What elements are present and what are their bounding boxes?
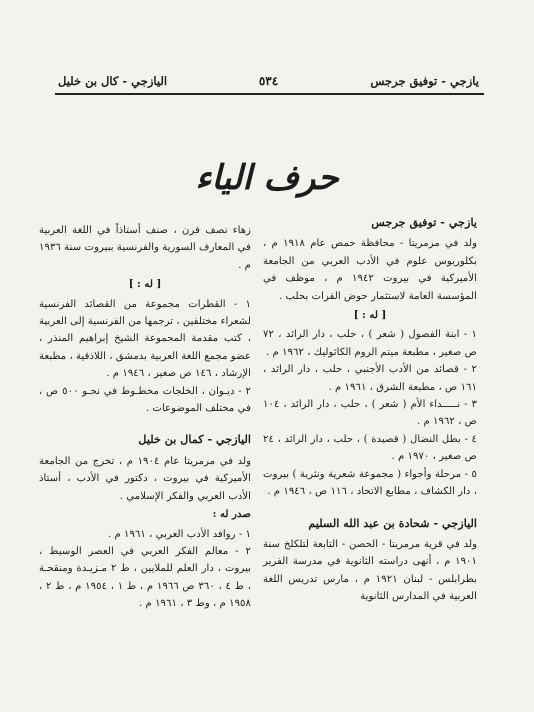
entry-title: اليازجي - كمال بن خليل: [138, 432, 251, 447]
work-item: ١ - ابنة الفصول ( شعر ) ، حلب ، دار الرائد ، ٧٢ ص صغير ، مطبعة ميتم الروم الكاثوليك ، ١٩٦٢ م .: [263, 329, 477, 358]
work-item: ٢ - معالم الفكر العربي في العصر الوسيط ، بيروت ، دار العلم للملايين ، ط ٢ مـزيـدة ومنقحـة ، ط ٤ ، ٣٦٠ ص ١٩٦٦ م ، ط ١ ، ١٩٥٤ م ، ط ٢ ، ١٩٥٨ م ، وط ٣ ، ١٩٦١ م .: [39, 545, 252, 610]
header-right: يازجي - توفيق جرجس: [370, 74, 479, 88]
work-item: ٢ - ديـوان ، الخلجات مخطـوط في نحـو ٥٠٠ ص ، في مختلف الموضوعات .: [39, 385, 251, 415]
left-column: [39, 222, 251, 613]
entry-continuation: زهاء نصف قرن ، صنف أستاذاً في اللغة العربية في المعارف السورية والفرنسية ببيروت سنة ١٩٣٦ م .: [39, 225, 251, 271]
work-item: ٢ - قصائد من الأدب الأجنبي ، حلب ، دار الرائد ، ١٦١ ص ، مطبعة الشرق ، ١٩٦١ م .: [263, 364, 477, 393]
running-header: [58, 70, 479, 92]
works-label: [ له : ]: [128, 278, 162, 291]
entry-bio: ولد في قرية مرمريتا - الحصن - التابعة لتلكلخ سنة ١٩٠١ م ، أنهى دراسته الثانوية في مدرسة الفرير بطرابلس - لبنان ١٩٢١ م ، مارس تدريس اللغة العربية في المدارس الثانوية: [263, 538, 477, 603]
entry-title: يازجي - توفيق جرجس: [371, 215, 477, 229]
work-item: ٣ - نـــــداء الأم ( شعر ) ، حلب ، دار الرائد ، ١٠٤ ص ، ١٩٦٢ م .: [263, 399, 477, 428]
header-rule: [55, 93, 484, 95]
entry-title: اليازجي - شحادة بن عبد الله السليم: [308, 515, 477, 530]
work-item: ١ - روافد الأدب العربي ، ١٩٦١ م .: [107, 528, 251, 540]
work-item: ٤ - بطل النضال ( قصيدة ) ، حلب ، دار الرائد ، ٢٤ ص صغير ، ١٩٧٠ م .: [263, 433, 477, 463]
page-number: ٥٣٤: [258, 74, 279, 88]
work-item: ١ - القطرات مجموعة من القصائد الفرنسية لشعراء مختلفين ، ترجمها من الفرنسية إلى العربية ، كتب مقدمة المجموعة الشيخ إبراهيم المنذر ، عضو مجمع اللغة العربية بدمشق ، اللاذقية ، مطبعة الإرشاد ، ١٤٦ ص صغير ، ١٩٤٦ م .: [39, 298, 251, 380]
work-item: ٥ - مرحلة وأجواء ( مجموعة شعرية ونثرية ) بيروت ، دار الكشاف ، مطابع الاتحاد ، ١١٦ ص ، ١٩٤٦ م .: [263, 468, 477, 498]
entry-bio: ولد في مرمريتا - محافظة حمص عام ١٩١٨ م ، بكلوريوس علوم في الأدب العربي من الجامعة الأميركية في بيروت ١٩٤٢ م ، موظف في المؤسسة العامة لاستثمار حوض الفرات بحلب .: [263, 238, 478, 302]
works-label: صدر له :: [212, 508, 251, 521]
works-label: [ له : ]: [353, 309, 387, 322]
header-left: اليازجي - كال بن خليل: [58, 74, 168, 88]
entry-bio: ولد في مرمريتا عام ١٩٠٤ م ، تخرج من الجامعة الأميركية في بيروت ، دكتور في الأدب ، أستاذ الأدب العربي والفكر الإسلامي .: [39, 455, 251, 502]
chapter-title: حرف الياء: [195, 158, 339, 198]
right-column: [263, 214, 477, 606]
